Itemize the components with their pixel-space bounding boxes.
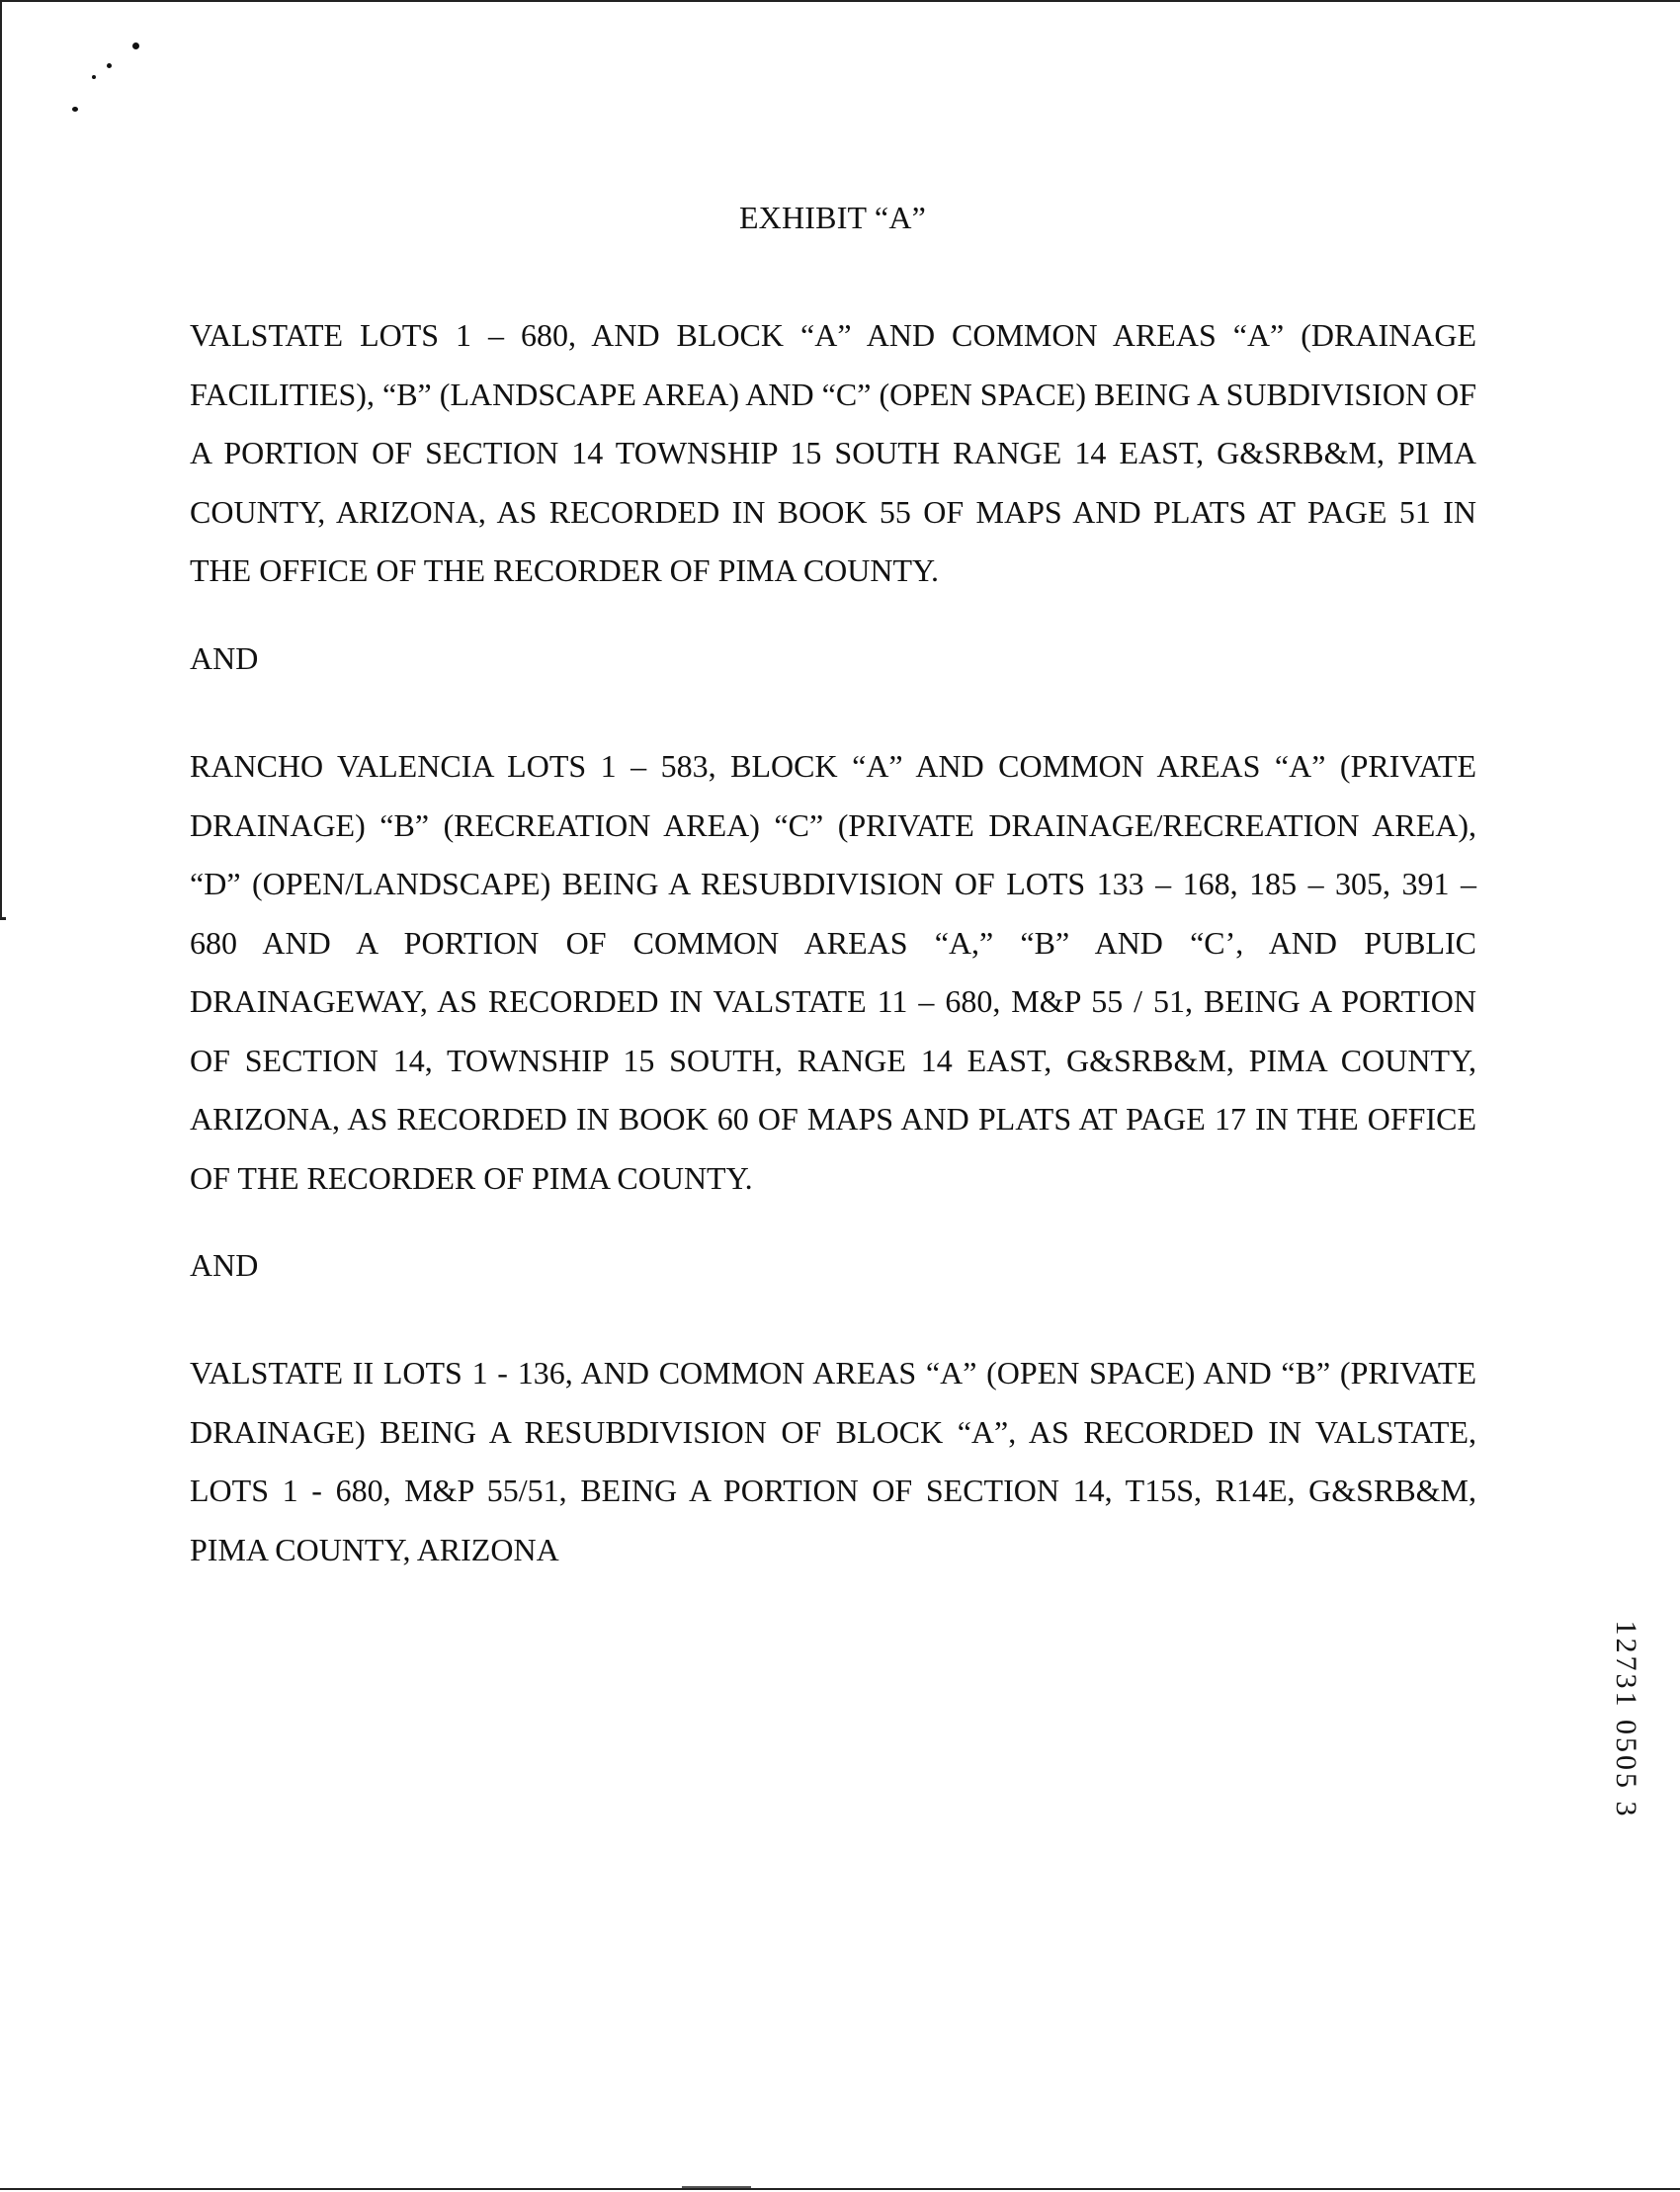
scan-speck [72,107,78,112]
recording-stamp [1601,1591,1650,1848]
legal-description-paragraph: VALSTATE II LOTS 1 - 136, AND COMMON AREAS “A” (OPEN SPACE) AND “B” (PRIVATE DRAINAGE) BEING A RESUBDIVISION OF BLOCK “A”, AS RECORDED IN VALSTATE, LOTS 1 - 680, M&P 55/51, BEING A PORTION OF SECTION 14, T15S, R14E, G&SRB&M, PIMA COUNTY, ARIZONA [190,1355,1476,1567]
scan-edge-bottom [0,2188,1680,2190]
scan-edge-left-tick [0,917,6,920]
scan-speck [107,63,112,68]
legal-description-paragraph: RANCHO VALENCIA LOTS 1 – 583, BLOCK “A” AND COMMON AREAS “A” (PRIVATE DRAINAGE) “B” (RECREATION AREA) “C” (PRIVATE DRAINAGE/RECREATION AREA), “D” (OPEN/LANDSCAPE) BEING A RESUBDIVISION OF LOTS 133 – 168, 185 – 305, 391 – 680 AND A PORTION OF COMMON AREAS “A,” “B” AND “C’, AND PUBLIC DRAINAGEWAY, AS RECORDED IN VALSTATE 11 – 680, M&P 55 / 51, BEING A PORTION OF SECTION 14, TOWNSHIP 15 SOUTH, RANGE 14 EAST, G&SRB&M, PIMA COUNTY, ARIZONA, AS RECORDED IN BOOK 60 OF MAPS AND PLATS AT PAGE 17 IN THE OFFICE OF THE RECORDER OF PIMA COUNTY. [190,748,1476,1196]
scan-edge-left [0,0,2,919]
scan-edge-bottom-tick [682,2186,751,2188]
exhibit-title: EXHIBIT “A” [738,200,927,235]
scan-edge-top [0,0,1680,2]
scan-speck [92,75,96,79]
scan-speck [132,42,139,49]
separator-and: AND [190,640,259,676]
legal-description-paragraph: VALSTATE LOTS 1 – 680, AND BLOCK “A” AND COMMON AREAS “A” (DRAINAGE FACILITIES), “B” (LANDSCAPE AREA) AND “C” (OPEN SPACE) BEING A SUBDIVISION OF A PORTION OF SECTION 14 TOWNSHIP 15 SOUTH RANGE 14 EAST, G&SRB&M, PIMA COUNTY, ARIZONA, AS RECORDED IN BOOK 55 OF MAPS AND PLATS AT PAGE 51 IN THE OFFICE OF THE RECORDER OF PIMA COUNTY. [190,317,1476,588]
recording-stamp-number: 12731 0505 3 [1610,1620,1642,1819]
separator-and: AND [190,1247,259,1283]
